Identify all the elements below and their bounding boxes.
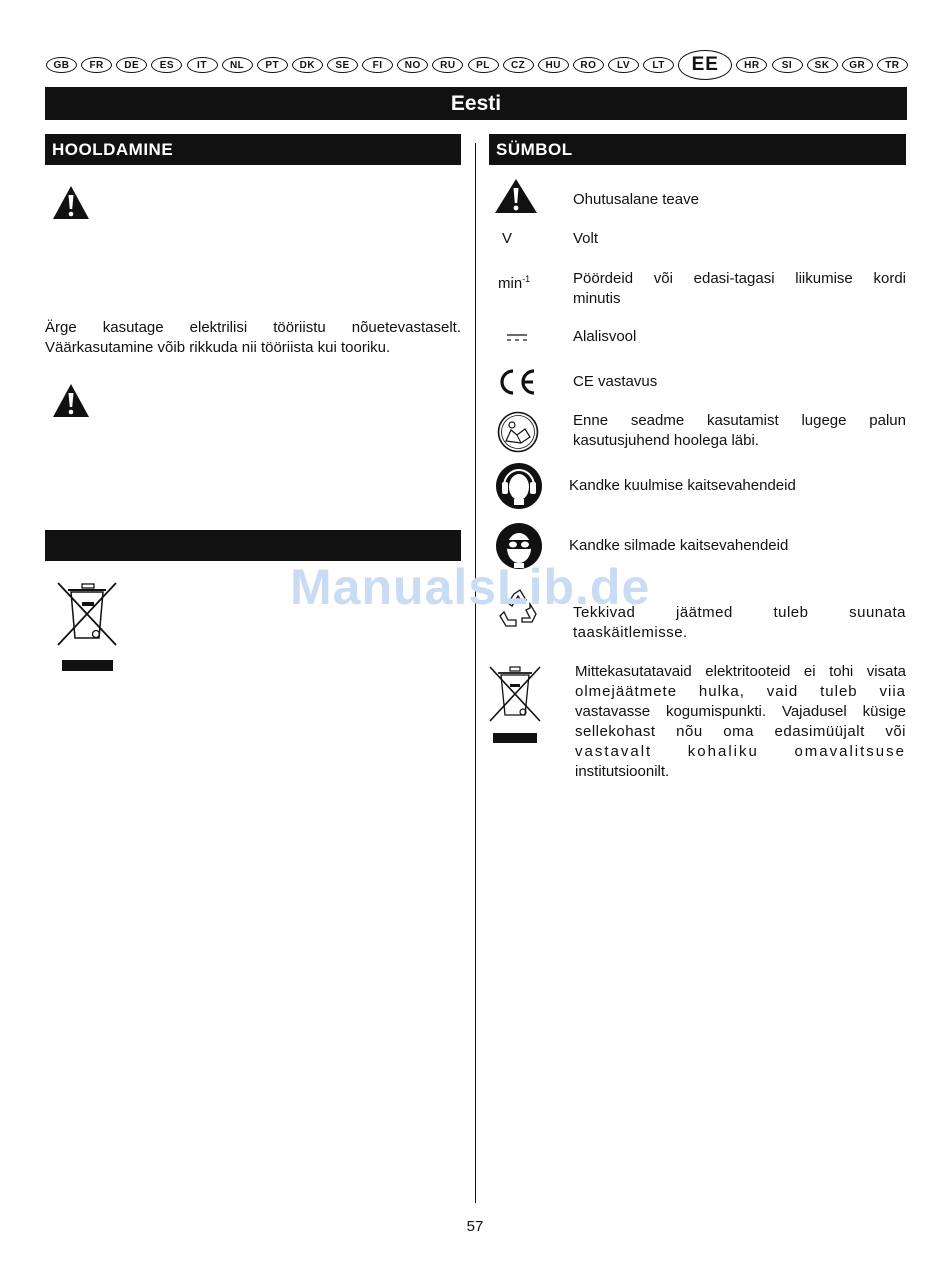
environment-heading-bar [45, 530, 461, 561]
lang-ro[interactable]: RO [573, 57, 604, 73]
lang-tr[interactable]: TR [877, 57, 908, 73]
weee-bin-icon [54, 580, 120, 674]
symbol-text-weee [575, 662, 906, 782]
lang-es[interactable]: ES [151, 57, 182, 73]
warning-triangle-icon [52, 383, 90, 418]
lang-dk[interactable]: DK [292, 57, 323, 73]
warning-triangle-icon [52, 185, 90, 220]
ce-mark-icon [496, 368, 538, 396]
symbol-text-weee-line1: Mittekasutatavaid elektritooteid ei tohi visata [575, 663, 906, 680]
symbol-text-manual [573, 411, 906, 451]
symbol-text-recycle-line1: Tekkivad jäätmed tuleb suunata [573, 604, 906, 621]
symbol-text-ce: CE vastavus [573, 373, 658, 390]
symbol-text-weee-line4: sellekohast nõu oma edasimüüjalt või [575, 723, 906, 740]
lang-fi[interactable]: FI [362, 57, 393, 73]
symbol-text-weee-line6: institutsioonilt. [575, 763, 670, 780]
lang-si[interactable]: SI [772, 57, 803, 73]
lang-nl[interactable]: NL [222, 57, 253, 73]
lang-lt[interactable]: LT [643, 57, 674, 73]
maintenance-text-line1: Ärge kasutage elektrilisi tööriistu nõuetevastaselt. [45, 319, 461, 336]
symbol-text-weee-line2: olmejäätmete hulka, vaid tuleb viia [575, 683, 906, 700]
lang-hu[interactable]: HU [538, 57, 569, 73]
lang-ru[interactable]: RU [432, 57, 463, 73]
language-bar [46, 50, 908, 80]
symbol-heading: SÜMBOL [489, 134, 906, 165]
symbol-text-rpm-line2: minutis [573, 290, 621, 307]
symbol-text-weee-line3: vastavasse kogumispunkti. Vajadusel küsige [575, 703, 906, 720]
lang-fr[interactable]: FR [81, 57, 112, 73]
column-divider [475, 143, 476, 1203]
lang-gr[interactable]: GR [842, 57, 873, 73]
lang-pl[interactable]: PL [468, 57, 499, 73]
min-symbol [498, 269, 530, 294]
lang-ee-active[interactable]: EE [678, 50, 732, 80]
symbol-text-weee-line5: vastavalt kohaliku omavalitsuse [575, 743, 906, 760]
symbol-text-rpm [573, 269, 906, 309]
lang-gb[interactable]: GB [46, 57, 77, 73]
lang-it[interactable]: IT [187, 57, 218, 73]
page-title: Eesti [45, 87, 907, 120]
symbol-text-rpm-line1: Pöördeid või edasi-tagasi liikumise kordi [573, 270, 906, 287]
dc-current-icon [506, 333, 528, 343]
symbol-text-eye: Kandke silmade kaitsevahendeid [569, 537, 789, 554]
warning-triangle-icon [494, 178, 538, 214]
symbol-text-ear: Kandke kuulmise kaitsevahendeid [569, 477, 796, 494]
min-exponent: -1 [522, 274, 531, 284]
lang-lv[interactable]: LV [608, 57, 639, 73]
symbol-text-manual-line1: Enne seadme kasutamist lugege palun [573, 412, 906, 429]
ear-protection-icon [495, 462, 543, 510]
read-manual-icon [497, 411, 539, 453]
weee-bin-icon [487, 664, 543, 746]
symbol-text-volt: Volt [573, 230, 599, 247]
symbol-text-dc: Alalisvool [573, 328, 637, 345]
lang-se[interactable]: SE [327, 57, 358, 73]
lang-de[interactable]: DE [116, 57, 147, 73]
volt-symbol: V [502, 230, 513, 247]
page-number: 57 [466, 1218, 484, 1235]
symbol-text-recycle-line2: taaskäitlemisse. [573, 624, 688, 641]
lang-pt[interactable]: PT [257, 57, 288, 73]
symbol-text-manual-line2: kasutusjuhend hoolega läbi. [573, 432, 759, 449]
maintenance-text-line2: Väärkasutamine võib rikkuda nii tööriista kui tooriku. [45, 339, 391, 356]
symbol-text-safety: Ohutusalane teave [573, 191, 699, 208]
watermark: ManualsLib.de [290, 559, 651, 615]
lang-hr[interactable]: HR [736, 57, 767, 73]
min-label: min [498, 275, 523, 292]
lang-sk[interactable]: SK [807, 57, 838, 73]
lang-no[interactable]: NO [397, 57, 428, 73]
maintenance-heading: HOOLDAMINE [45, 134, 461, 165]
lang-cz[interactable]: CZ [503, 57, 534, 73]
